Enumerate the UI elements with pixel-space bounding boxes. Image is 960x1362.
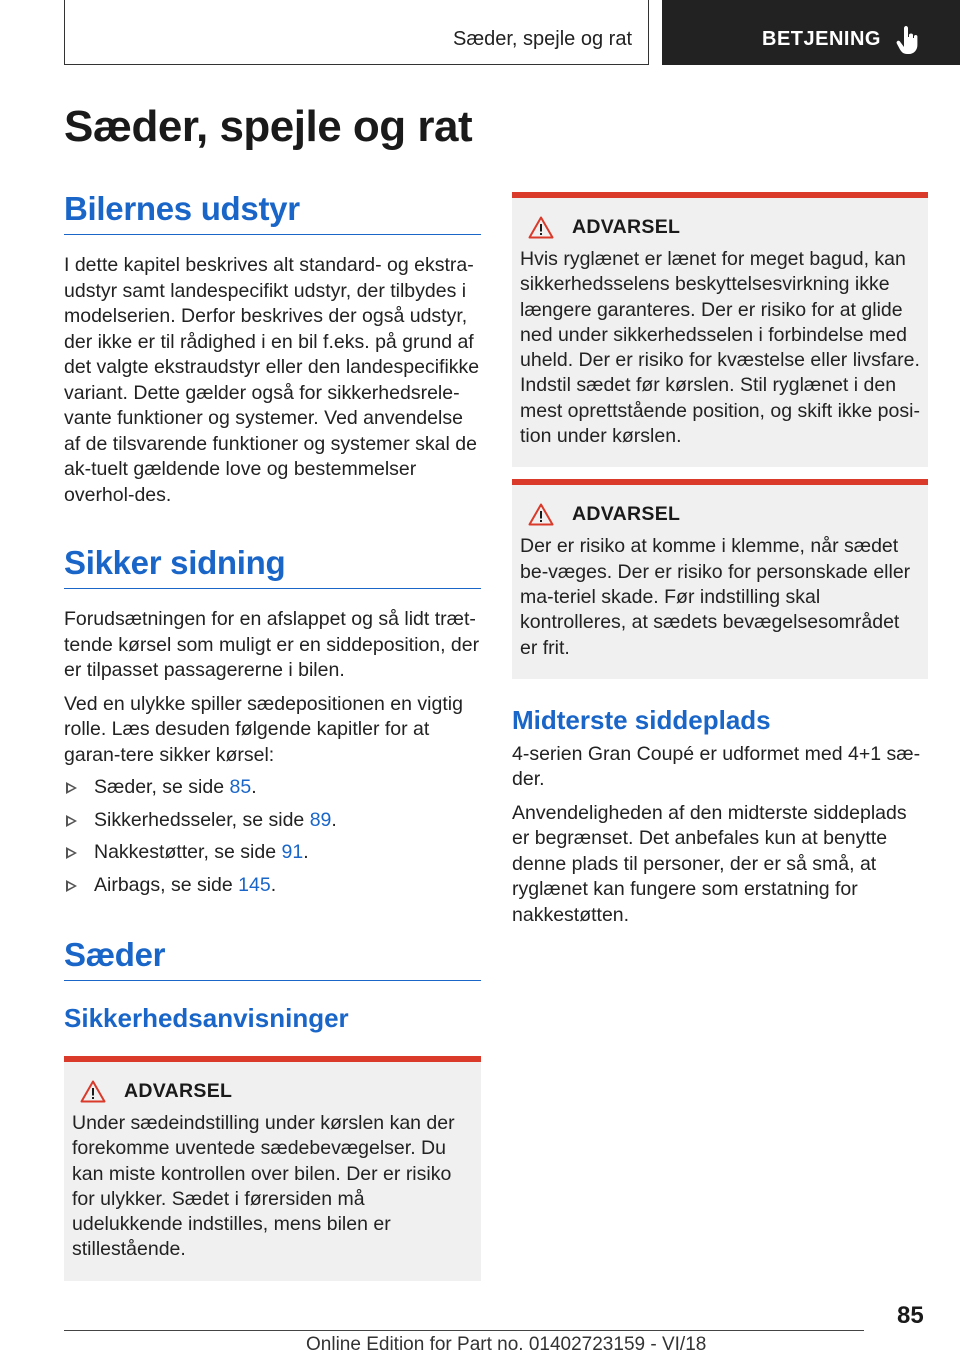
- right-column: [512, 192, 928, 928]
- paragraph-midterste-2: Anvendeligheden af den midterste siddeplads er begrænset. Det anbefales kun at benytte denne plads til personer, der er så små, at ryglænet kan fungere som erstatning for nakkestøtten.: [512, 801, 907, 926]
- heading-bilernes-udstyr: Bilernes udstyr: [64, 190, 481, 235]
- warning-title: ADVARSEL: [572, 503, 681, 526]
- paragraph-sikker-sidning-2: Ved en ulykke spiller sædepositionen en vigtig rolle. Læs desuden følgende kapitler for at garan-tere sikker kørsel:: [64, 692, 463, 766]
- footer-divider: [64, 1330, 864, 1331]
- page-link-145[interactable]: 145: [238, 873, 271, 896]
- warning-title: ADVARSEL: [124, 1080, 233, 1102]
- page-link-91[interactable]: 91: [281, 841, 304, 863]
- warning-box-backrest: [512, 192, 928, 467]
- warning-triangle-icon: [528, 503, 554, 526]
- heading-saeder: Sæder: [64, 936, 481, 981]
- running-header-chapter-box: [662, 0, 960, 65]
- triangle-bullet-icon: [66, 880, 77, 892]
- warning-text: Under sædeindstilling under kørslen kan der forekomme uventede sædebevægelser. Du kan miste kontrollen over bilen. Der er risiko for ulykker. Sædet i førersiden må udelukkende indstilles, mens bilen er stillestående.: [72, 1112, 455, 1261]
- running-header-section: Sæder, spejle og rat: [453, 28, 632, 50]
- warning-box-seat-adjustment: [64, 1056, 481, 1281]
- paragraph-midterste-1: 4-serien Gran Coupé er udformet med 4+1 sæ-der.: [512, 742, 921, 791]
- list-item: Sikkerhedsseler, se side 89.: [64, 808, 481, 834]
- warning-triangle-icon: [528, 216, 554, 239]
- left-column: [64, 190, 481, 1281]
- page-number: 85: [897, 1302, 924, 1329]
- list-item: Airbags, se side 145.: [64, 873, 481, 899]
- page-link-89[interactable]: 89: [309, 808, 332, 831]
- paragraph-bilernes-udstyr: I dette kapitel beskrives alt standard- og ekstra-udstyr samt landespecifikt udstyr, der tilbydes i modelserien. Derfor beskrives der også udstyr, der ikke er til rådighed i en bil f.eks. på grund af det valgte ekstraudstyr eller den landespecifikke variant. Dette gælder også for sikkerhedsrele-vante funktioner og systemer. Ved anvendelse af de tilsvarende funktioner og systemer skal de ak-tuelt gældende love og bestemmelser overhol-des.: [64, 254, 480, 506]
- running-header-section-box: [64, 0, 649, 65]
- running-header-chapter: BETJENING: [762, 28, 881, 50]
- chapter-reference-list: [64, 775, 481, 898]
- warning-text: Der er risiko at komme i klemme, når sædet be-væges. Der er risiko for personskade eller ma-teriel skade. Før indstilling skal kontrolleres, at sædets bevægelsesområdet er frit.: [520, 535, 911, 659]
- page-link-85[interactable]: 85: [229, 776, 252, 798]
- warning-box-pinching: [512, 479, 928, 678]
- paragraph-sikker-sidning-1: Forudsætningen for en afslappet og så lidt træt-tende kørsel som muligt er en siddeposition, der er tilpasset passagererne i bilen.: [64, 608, 480, 681]
- list-item: Sæder, se side 85.: [64, 775, 481, 801]
- warning-title: ADVARSEL: [572, 216, 681, 238]
- warning-triangle-icon: [80, 1080, 106, 1103]
- triangle-bullet-icon: [66, 782, 77, 794]
- pointing-hand-icon: [896, 26, 920, 54]
- list-item: Nakkestøtter, se side 91.: [64, 840, 481, 866]
- subheading-sikkerhedsanvisninger: Sikkerhedsanvisninger: [64, 1003, 349, 1033]
- triangle-bullet-icon: [66, 815, 77, 827]
- triangle-bullet-icon: [66, 847, 77, 859]
- heading-sikker-sidning: Sikker sidning: [64, 544, 481, 589]
- warning-text: Hvis ryglænet er lænet for meget bagud, kan sikkerhedsselens beskyttelsesvirkning ikke længere garanteres. Der er risiko for at glide ned under sikkerhedsselen i forbindelse med uheld. Der er risiko for kvæstelse eller livsfare. Indstil sædet før kørslen. Stil ryglænet i den mest oprettstående position, og skift ikke posi-tion under kørslen.: [520, 248, 920, 448]
- page-title: Sæder, spejle og rat: [64, 102, 473, 151]
- footer-edition: Online Edition for Part no. 01402723159 - VI/18: [306, 1334, 707, 1355]
- heading-midterste-siddeplads: Midterste siddeplads: [512, 704, 771, 735]
